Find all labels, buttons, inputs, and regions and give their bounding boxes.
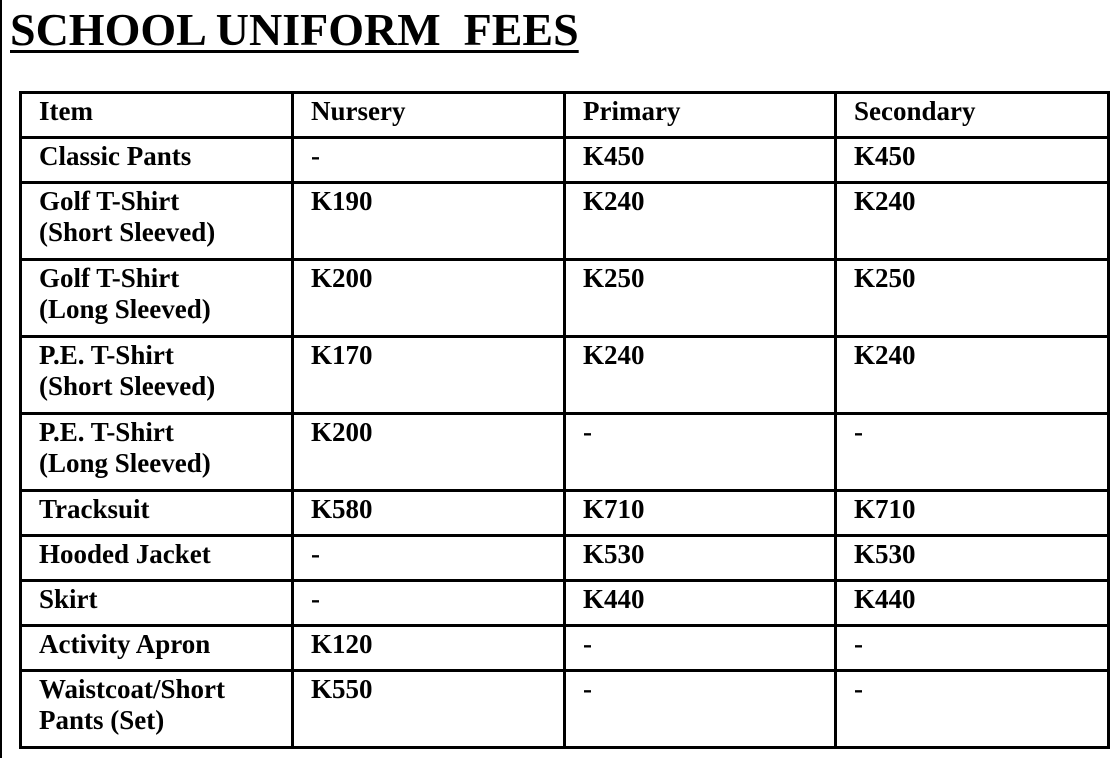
item-cell: Golf T-Shirt (Long Sleeved) — [21, 260, 293, 337]
table-row — [21, 260, 1109, 337]
table-row — [21, 183, 1109, 260]
nursery-price-cell: - — [293, 581, 565, 626]
primary-price-cell: K440 — [565, 581, 836, 626]
primary-price-cell: K530 — [565, 536, 836, 581]
table-row — [21, 491, 1109, 536]
nursery-price-cell: K550 — [293, 671, 565, 748]
table-row — [21, 414, 1109, 491]
item-cell: Hooded Jacket — [21, 536, 293, 581]
item-cell: Tracksuit — [21, 491, 293, 536]
table-row — [21, 671, 1109, 748]
uniform-fees-table — [19, 91, 1110, 749]
secondary-price-cell: - — [836, 671, 1109, 748]
item-cell: P.E. T-Shirt (Short Sleeved) — [21, 337, 293, 414]
header-item: Item — [21, 93, 293, 138]
primary-price-cell: - — [565, 414, 836, 491]
primary-price-cell: - — [565, 626, 836, 671]
primary-price-cell: K710 — [565, 491, 836, 536]
item-cell: Golf T-Shirt (Short Sleeved) — [21, 183, 293, 260]
header-primary: Primary — [565, 93, 836, 138]
table-row — [21, 581, 1109, 626]
secondary-price-cell: K450 — [836, 138, 1109, 183]
primary-price-cell: K240 — [565, 337, 836, 414]
nursery-price-cell: K190 — [293, 183, 565, 260]
table-row — [21, 138, 1109, 183]
nursery-price-cell: K580 — [293, 491, 565, 536]
item-cell: Activity Apron — [21, 626, 293, 671]
secondary-price-cell: K240 — [836, 337, 1109, 414]
nursery-price-cell: - — [293, 138, 565, 183]
nursery-price-cell: K170 — [293, 337, 565, 414]
primary-price-cell: - — [565, 671, 836, 748]
primary-price-cell: K240 — [565, 183, 836, 260]
table-row — [21, 626, 1109, 671]
secondary-price-cell: - — [836, 626, 1109, 671]
primary-price-cell: K450 — [565, 138, 836, 183]
page-left-border — [0, 0, 2, 758]
nursery-price-cell: - — [293, 536, 565, 581]
secondary-price-cell: K530 — [836, 536, 1109, 581]
header-secondary: Secondary — [836, 93, 1109, 138]
header-nursery: Nursery — [293, 93, 565, 138]
secondary-price-cell: K710 — [836, 491, 1109, 536]
page-title: SCHOOL UNIFORM FEES — [10, 4, 579, 55]
secondary-price-cell: K240 — [836, 183, 1109, 260]
nursery-price-cell: K200 — [293, 260, 565, 337]
table-row — [21, 536, 1109, 581]
item-cell: P.E. T-Shirt (Long Sleeved) — [21, 414, 293, 491]
item-cell: Waistcoat/Short Pants (Set) — [21, 671, 293, 748]
table-header-row — [21, 93, 1109, 138]
table-row — [21, 337, 1109, 414]
secondary-price-cell: - — [836, 414, 1109, 491]
secondary-price-cell: K250 — [836, 260, 1109, 337]
item-cell: Skirt — [21, 581, 293, 626]
nursery-price-cell: K200 — [293, 414, 565, 491]
primary-price-cell: K250 — [565, 260, 836, 337]
item-cell: Classic Pants — [21, 138, 293, 183]
nursery-price-cell: K120 — [293, 626, 565, 671]
secondary-price-cell: K440 — [836, 581, 1109, 626]
